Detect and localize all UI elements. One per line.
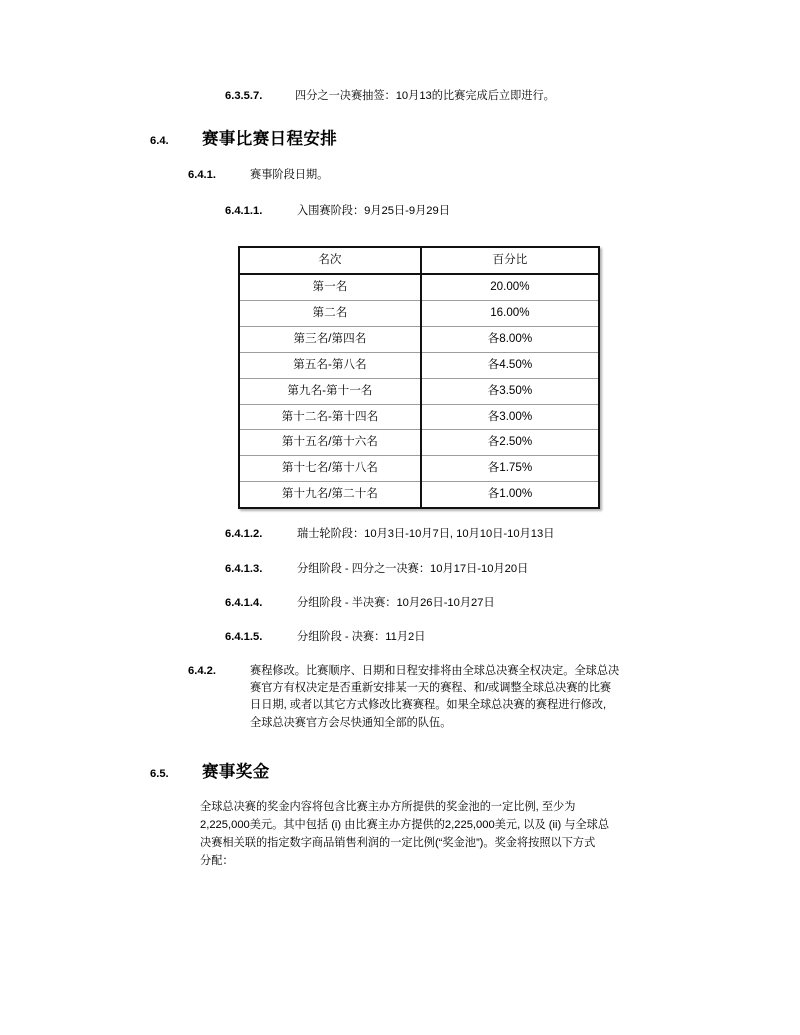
paragraph-line: 赛程修改。比赛顺序、日期和日程安排将由全球总决赛全权决定。全球总决: [250, 664, 620, 677]
clause-number: 6.4.1.4.: [225, 596, 263, 609]
clause-text: 赛事阶段日期。: [250, 169, 329, 182]
clause-6-4-1-4: [0, 595, 800, 612]
table-row: [239, 378, 599, 404]
section-title: 赛事比赛日程安排: [202, 130, 338, 149]
table-row: [239, 352, 599, 378]
cell-percent: 各2.50%: [421, 430, 599, 456]
section-title: 赛事奖金: [202, 763, 270, 782]
clause-text: 入围赛阶段：9月25日-9月29日: [297, 204, 450, 217]
cell-percent: 20.00%: [421, 274, 599, 300]
clause-text: 分组阶段 - 决赛：11月2日: [297, 631, 426, 644]
prize-table-container: [0, 246, 800, 509]
table-row: [239, 456, 599, 482]
table-row: [239, 430, 599, 456]
section-number: 6.4.: [150, 135, 169, 148]
clause-number: 6.4.1.3.: [225, 562, 263, 575]
clause-number: 6.4.1.2.: [225, 528, 263, 541]
clause-text: 分组阶段 - 半决赛：10月26日-10月27日: [297, 596, 495, 609]
paragraph-line: 日日期, 或者以其它方式修改比赛赛程。如果全球总决赛的赛程进行修改,: [250, 699, 607, 712]
clause-number: 6.4.2.: [188, 664, 216, 677]
paragraph-line: 全球总决赛的奖金内容将包含比赛主办方所提供的奖金池的一定比例, 至少为: [200, 801, 576, 814]
clause-6-4-1-1: [0, 203, 800, 220]
column-header-rank: 名次: [239, 247, 421, 274]
table-row: [239, 404, 599, 430]
table-row: [239, 274, 599, 300]
clause-text: [250, 663, 800, 732]
clause-6-3-5-7: [0, 88, 800, 105]
clause-6-4-1-3: [0, 561, 800, 578]
cell-percent: 各3.50%: [421, 378, 599, 404]
clause-text: 分组阶段 - 四分之一决赛：10月17日-10月20日: [297, 562, 529, 575]
cell-rank: 第一名: [239, 274, 421, 300]
paragraph-line: 全球总决赛官方会尽快通知全部的队伍。: [250, 716, 452, 729]
clause-6-4-2: [0, 663, 800, 732]
cell-rank: 第九名-第十一名: [239, 378, 421, 404]
cell-percent: 各1.75%: [421, 456, 599, 482]
clause-number: 6.3.5.7.: [225, 90, 263, 102]
section-heading-6-5: [0, 758, 800, 782]
cell-rank: 第十五名/第十六名: [239, 430, 421, 456]
cell-rank: 第三名/第四名: [239, 326, 421, 352]
clause-text: 四分之一决赛抽签：10月13的比赛完成后立即进行。: [295, 90, 555, 102]
table-row: [239, 300, 599, 326]
cell-percent: 16.00%: [421, 300, 599, 326]
clause-6-4-1-5: [0, 629, 800, 646]
section-number: 6.5.: [150, 768, 169, 781]
table-row: [239, 326, 599, 352]
cell-percent: 各8.00%: [421, 326, 599, 352]
cell-rank: 第十七名/第十八名: [239, 456, 421, 482]
clause-number: 6.4.1.1.: [225, 204, 263, 217]
clause-number: 6.4.1.5.: [225, 631, 263, 644]
paragraph-line: 分配：: [200, 855, 234, 868]
table-header-row: [239, 247, 599, 274]
column-header-percent: 百分比: [421, 247, 599, 274]
cell-rank: 第五名-第八名: [239, 352, 421, 378]
paragraph-line: 赛官方有权决定是否重新安排某一天的赛程、和/或调整全球总决赛的比赛: [250, 681, 612, 694]
cell-rank: 第二名: [239, 300, 421, 326]
cell-percent: 各3.00%: [421, 404, 599, 430]
cell-percent: 各1.00%: [421, 482, 599, 508]
clause-6-4-1: [0, 167, 800, 184]
section-6-5-paragraph: [0, 798, 800, 871]
section-heading-6-4: [0, 125, 800, 149]
table-row: [239, 482, 599, 508]
cell-percent: 各4.50%: [421, 352, 599, 378]
clause-6-4-1-2: [0, 526, 800, 543]
cell-rank: 第十二名-第十四名: [239, 404, 421, 430]
paragraph-line: 决赛相关联的指定数字商品销售利润的一定比例(“奖金池”)。奖金将按照以下方式: [200, 837, 596, 850]
prize-distribution-table: [238, 246, 600, 509]
clause-text: 瑞士轮阶段：10月3日-10月7日, 10月10日-10月13日: [297, 528, 555, 541]
cell-rank: 第十九名/第二十名: [239, 482, 421, 508]
paragraph-line: 2,225,000美元。其中包括 (i) 由比赛主办方提供的2,225,000美元, 以及 (ii) 与全球总: [200, 819, 610, 832]
clause-number: 6.4.1.: [188, 169, 216, 182]
